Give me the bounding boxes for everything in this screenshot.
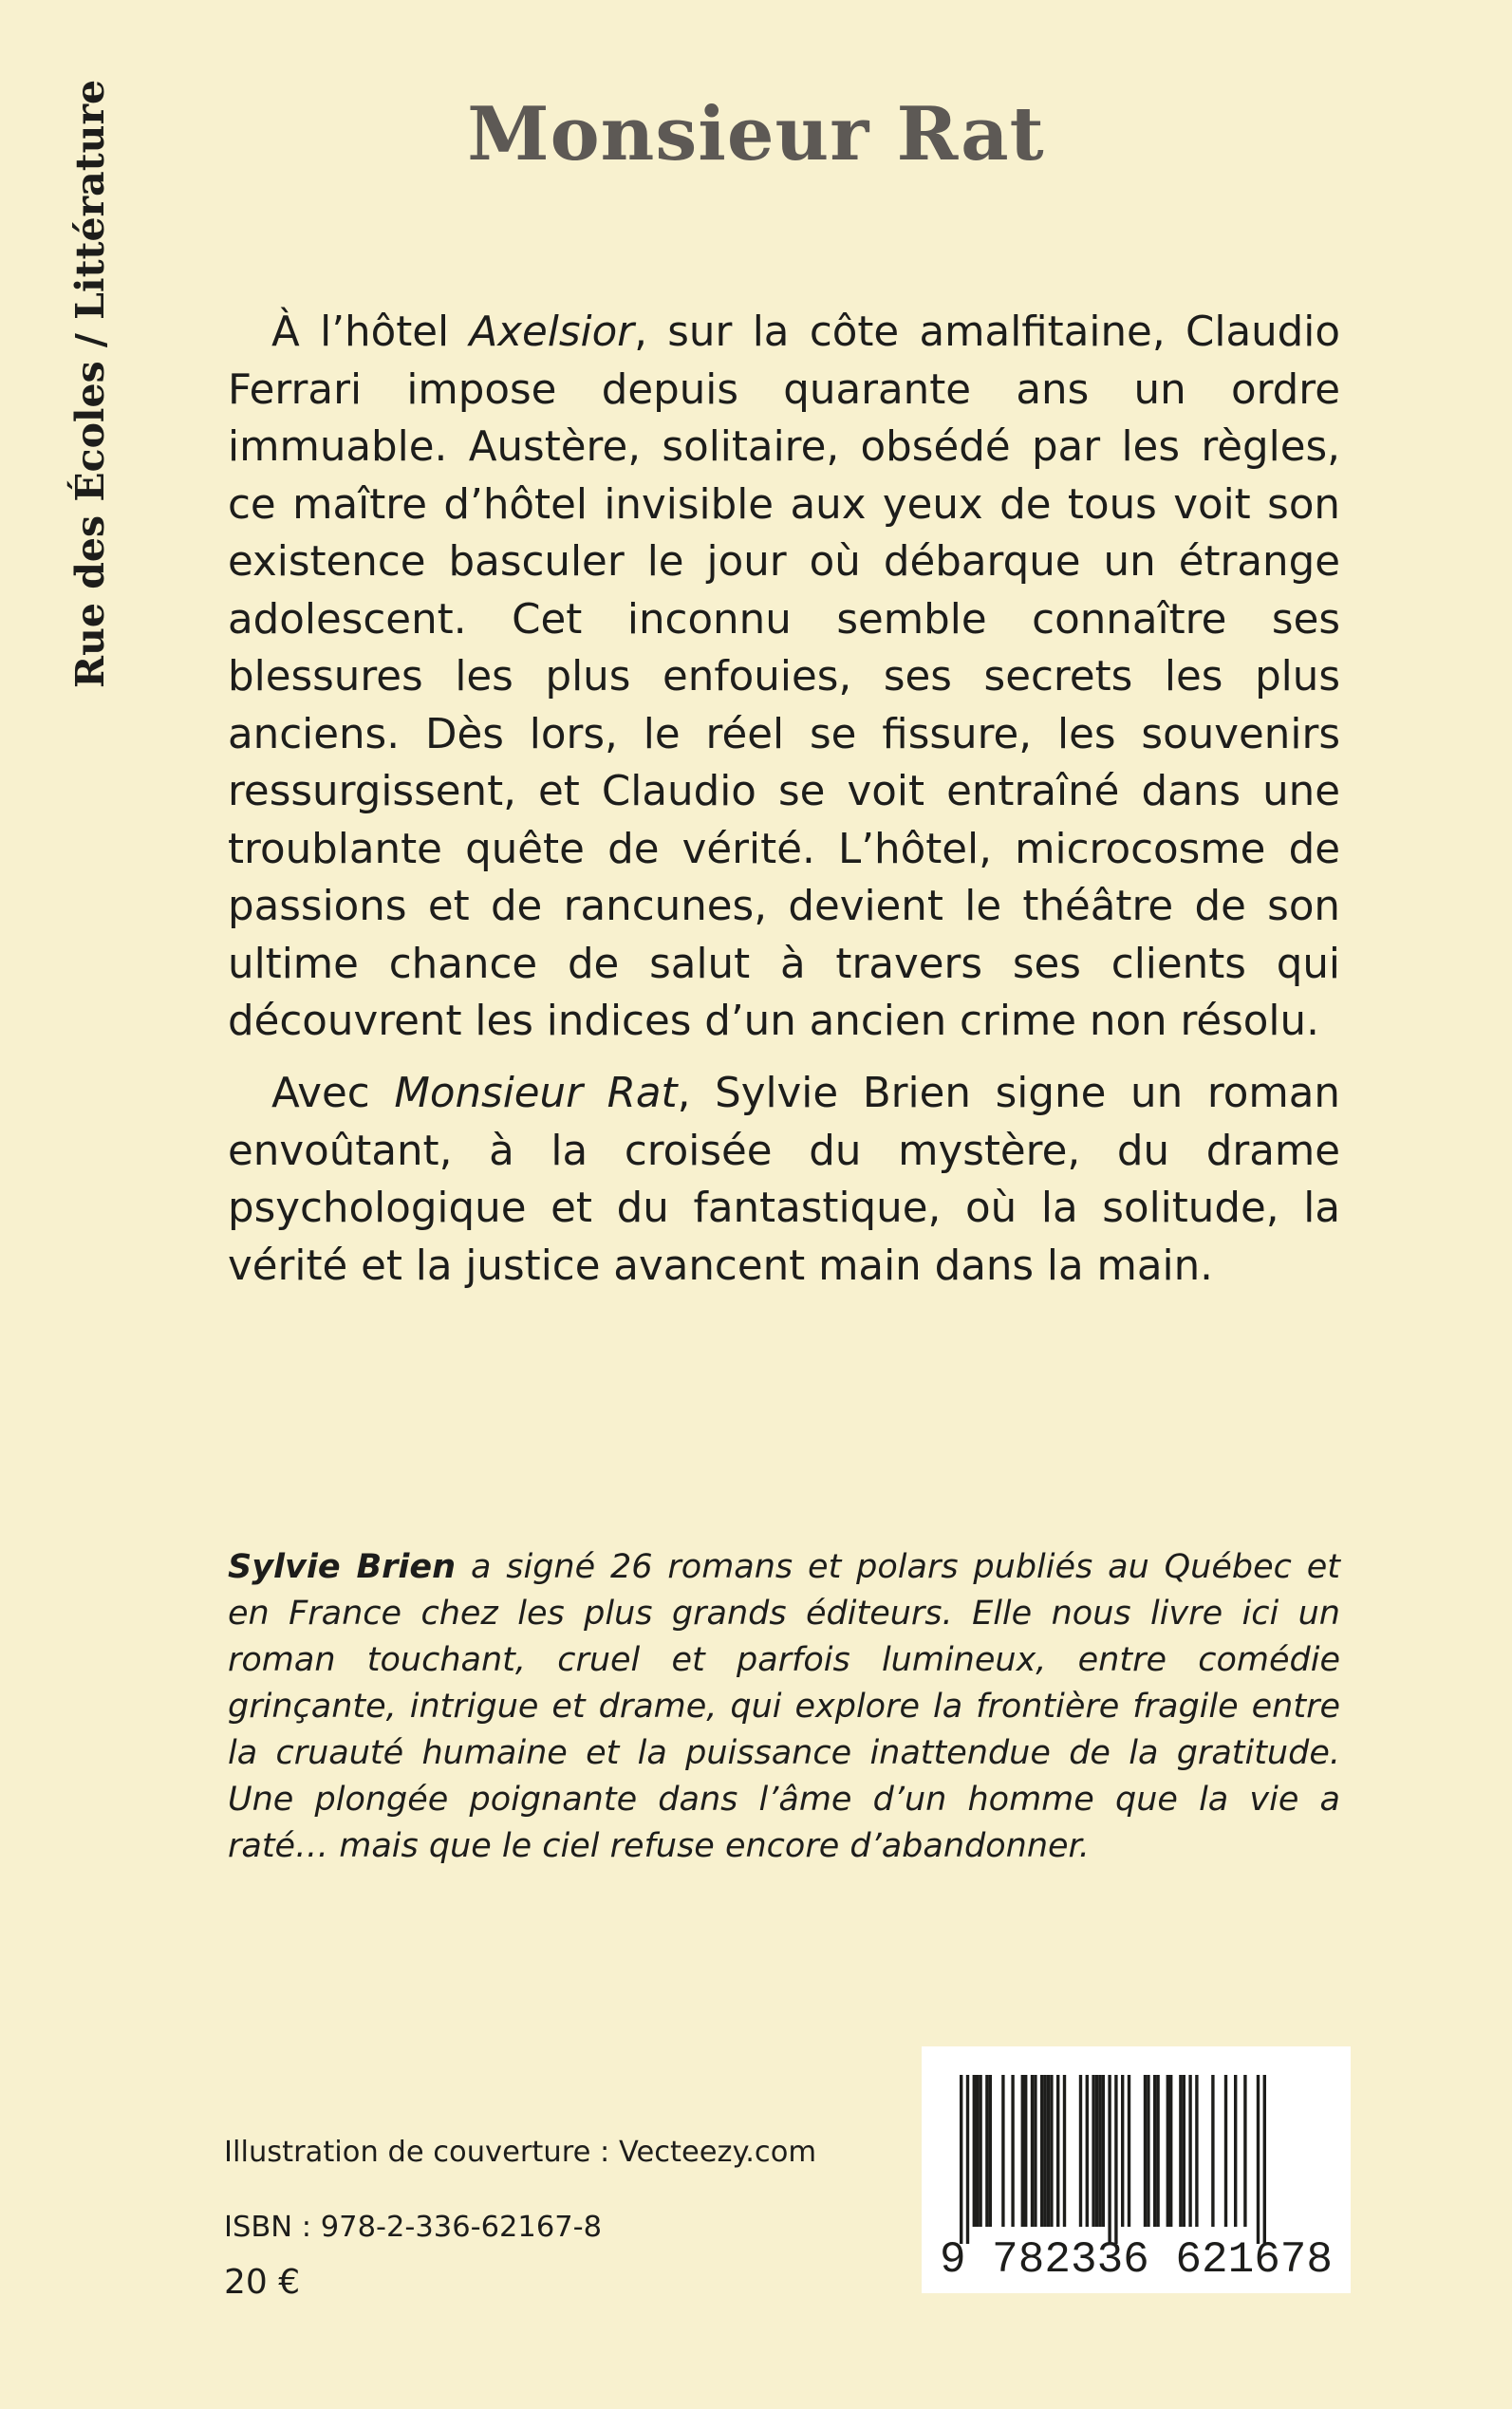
synopsis-intro: À l’hôtel <box>271 308 470 356</box>
barcode-bar <box>989 2075 992 2227</box>
barcode-bar <box>1156 2075 1159 2227</box>
author-name: Sylvie Brien <box>228 1548 457 1586</box>
synopsis-paragraph <box>228 304 1340 1051</box>
barcode-bar <box>1024 2075 1027 2227</box>
barcode-bar <box>1098 2075 1101 2227</box>
barcode-bar <box>1021 2075 1024 2227</box>
summary-text: , Sylvie Brien signe un roman envoûtant, à la croisée du mystère, du drame psychologique et du fantastique, où la solitude, la vérité et la justice avancent main dans la main. <box>228 1070 1340 1290</box>
barcode-bar <box>1050 2075 1053 2227</box>
spine-collection-label: Rue des Écoles / Littérature <box>67 79 113 688</box>
author-bio <box>228 1544 1340 1870</box>
summary-intro: Avec <box>271 1070 395 1117</box>
barcode-bar <box>1153 2075 1156 2227</box>
barcode-bar <box>1234 2075 1237 2227</box>
barcode-bar <box>1114 2075 1117 2244</box>
barcode-bar <box>1167 2075 1169 2227</box>
synopsis-text: , sur la côte amalfitaine, Claudio Ferrari impose depuis quarante ans un ordre immuable. Austère, solitaire, obsédé par les règles, ce maître d’hôtel invisible aux yeux de tous voit son existence basculer le jour où débarque un étrange adolescent. Cet inconnu semble connaître ses blessures les plus enfouies, ses secrets les plus anciens. Dès lors, le réel se fissure, les souvenirs ressurgissent, et Claudio se voit entraîné dans une troublante quête de vérité. L’hôtel, microcosme de passions et de rancunes, devient le théâtre de son ultime chance de salut à travers ses clients qui découvrent les indices d’un ancien crime non résolu. <box>228 308 1340 1045</box>
author-bio-text: a signé 26 romans et polars publiés au Québec et en France chez les plus grands éditeurs. Elle nous livre ici un roman touchant, cruel et parfois lumineux, entre comédie grinçante, intrigue et drame, qui explore la frontière fragile entre la cruauté humaine et la puissance inattendue de la gratitude. Une plongée poignante dans l’âme d’un homme que la vie a raté… mais que le ciel refuse encore d’abandonner. <box>228 1548 1340 1865</box>
barcode-bar <box>960 2075 962 2244</box>
summary-book-title: Monsieur Rat <box>394 1070 678 1117</box>
barcode-bar <box>1195 2075 1198 2227</box>
barcode-bar <box>1144 2075 1147 2227</box>
barcode-bar <box>1102 2075 1105 2227</box>
cover-credit: Illustration de couverture : Vecteezy.com <box>224 2136 817 2169</box>
barcode <box>922 2046 1351 2293</box>
barcode-bar <box>1147 2075 1149 2227</box>
barcode-bar <box>1001 2075 1004 2227</box>
barcode-bar <box>973 2075 976 2227</box>
barcode-bar <box>1031 2075 1034 2227</box>
barcode-bar <box>1063 2075 1066 2227</box>
isbn: ISBN : 978-2-336-62167-8 <box>224 2211 603 2244</box>
barcode-bar <box>1179 2075 1182 2227</box>
barcode-bar <box>1095 2075 1098 2227</box>
barcode-bar <box>1086 2075 1089 2227</box>
price: 20 € <box>224 2263 301 2302</box>
barcode-image <box>922 2046 1351 2293</box>
barcode-bar <box>1040 2075 1043 2227</box>
barcode-bar <box>1079 2075 1082 2227</box>
barcode-bar <box>1043 2075 1046 2227</box>
barcode-bar <box>1169 2075 1172 2227</box>
barcode-bar <box>1224 2075 1227 2227</box>
barcode-bar <box>1108 2075 1111 2244</box>
hotel-name: Axelsior <box>469 308 635 356</box>
barcode-digits: 9 782336 621678 <box>939 2235 1334 2285</box>
barcode-bar <box>1121 2075 1124 2227</box>
barcode-bar <box>1188 2075 1191 2227</box>
barcode-bars <box>960 2075 1266 2244</box>
barcode-bar <box>1034 2075 1036 2227</box>
barcode-bar <box>1056 2075 1059 2227</box>
barcode-bar <box>976 2075 979 2227</box>
barcode-bar <box>1263 2075 1266 2244</box>
barcode-bar <box>1092 2075 1094 2227</box>
barcode-bar <box>966 2075 969 2244</box>
barcode-bar <box>979 2075 981 2227</box>
barcode-bar <box>1128 2075 1130 2227</box>
barcode-bar <box>1243 2075 1246 2227</box>
barcode-bar <box>1047 2075 1050 2227</box>
book-title: Monsieur Rat <box>467 91 1045 177</box>
barcode-bar <box>1211 2075 1214 2227</box>
barcode-bar <box>985 2075 988 2227</box>
barcode-bar <box>1011 2075 1014 2227</box>
summary-paragraph <box>228 1065 1340 1295</box>
barcode-bar <box>1183 2075 1185 2227</box>
barcode-bar <box>1257 2075 1260 2244</box>
